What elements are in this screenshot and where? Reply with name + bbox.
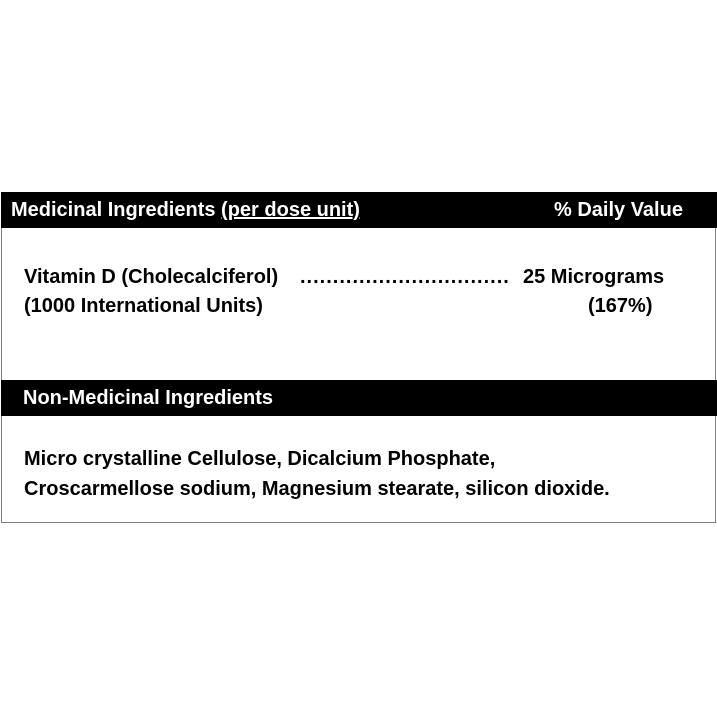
medicinal-header-bar <box>1 192 717 228</box>
ingredient-amount: 25 Micrograms <box>523 266 665 288</box>
non-medicinal-list <box>24 444 704 504</box>
ingredient-units: (1000 International Units) <box>24 295 263 317</box>
per-dose-unit-label: (per dose unit) <box>221 199 360 221</box>
ingredients-panel <box>1 192 716 523</box>
non-medicinal-line-1: Micro crystalline Cellulose, Dicalcium Phosphate, <box>24 448 496 470</box>
medicinal-header <box>11 192 360 228</box>
non-medicinal-header-bar <box>1 380 717 416</box>
medicinal-title: Medicinal Ingredients <box>11 199 216 221</box>
non-medicinal-line-2: Croscarmellose sodium, Magnesium stearate, silicon dioxide. <box>24 478 610 500</box>
leader-dots: ................................ <box>300 266 510 288</box>
ingredient-daily-value: (167%) <box>588 295 653 317</box>
daily-value-header: % Daily Value <box>554 199 683 221</box>
ingredient-name: Vitamin D (Cholecalciferol) <box>24 266 279 288</box>
non-medicinal-title: Non-Medicinal Ingredients <box>23 387 274 409</box>
